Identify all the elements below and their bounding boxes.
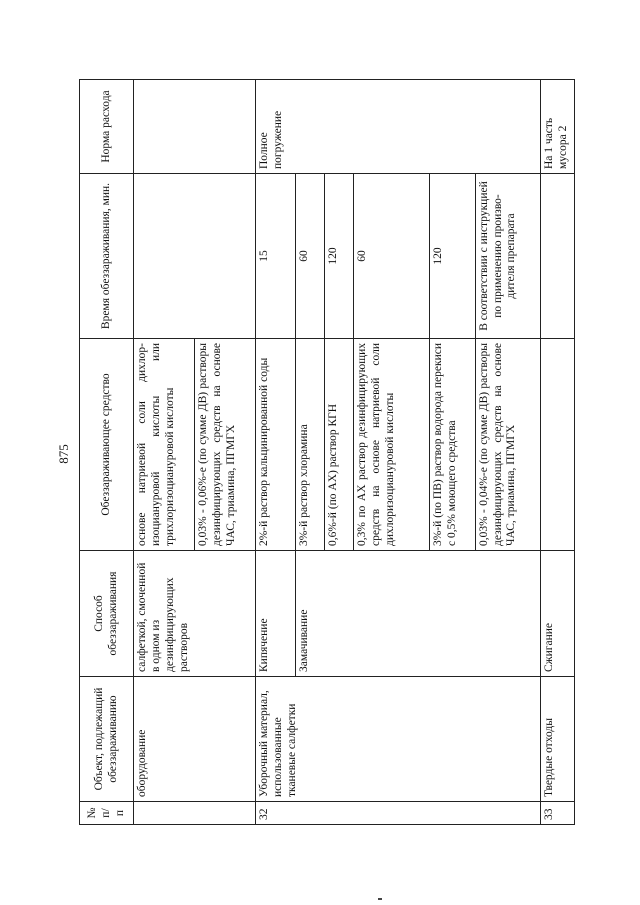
cell-time: 60 (354, 174, 429, 339)
cell-norm: На 1 часть мусора 2 (540, 80, 574, 174)
cell-num: 33 (540, 802, 574, 825)
cell-method: Кипячение (255, 551, 295, 677)
cell-time: 15 (255, 174, 295, 339)
cell-method: салфеткой, смоченной в одном из дезинфицирующих растворов (134, 551, 255, 677)
cell-method: Замачивание (295, 551, 540, 677)
cell-num: 32 (255, 802, 540, 825)
cell-agent: 3%-й (по ПВ) раствор водорода перекиси с 0,5% моющего средства (429, 339, 475, 551)
cell-object: Твердые отходы (540, 677, 574, 802)
header-row (80, 80, 134, 825)
header-agent: Обеззараживающее средство (80, 339, 134, 551)
header-norm: Норма расхода (80, 80, 134, 174)
cell-time (540, 174, 574, 339)
header-time: Время обеззараживания, мин. (80, 174, 134, 339)
cell-time (134, 174, 255, 339)
cell-agent: 0,03% - 0,06%-е (по сумме ДВ) растворы дезинфицирующих средств на основе ЧАС, триамина, ПГМГХ (195, 339, 256, 551)
table-row (540, 80, 574, 825)
cell-norm (134, 80, 255, 174)
cell-time: 60 (295, 174, 324, 339)
cell-method: Сжигание (540, 551, 574, 677)
header-object: Объект, подлежащий обеззараживанию (80, 677, 134, 802)
cell-time: 120 (325, 174, 354, 339)
cell-agent: 0,03% - 0,04%-е (по сумме ДВ) растворы дезинфицирующих средств на основе ЧАС, триамина, ПГМГХ (475, 339, 540, 551)
table-row (134, 80, 195, 825)
cell-agent: 3%-й раствор хлорамина (295, 339, 324, 551)
cell-agent: 0,3% по АХ раствор дезинфицирующих средств на основе натриевой соли дихлоризоциануровой кислоты (354, 339, 429, 551)
cell-time: 120 (429, 174, 475, 339)
cell-object: оборудование (134, 677, 255, 802)
cell-object: Уборочный материал, использованные тканевые салфетки (255, 677, 540, 802)
cell-time: В соответствии с инструкцией по применению произво-дителя препарата (475, 174, 540, 339)
cell-agent: 0,6%-й (по АХ) раствор КГН (325, 339, 354, 551)
cell-agent: 2%-й раствор кальцинированной соды (255, 339, 295, 551)
disinfection-table (79, 79, 575, 825)
header-method: Способ обеззараживания (80, 551, 134, 677)
page-number: 875 (55, 444, 71, 464)
header-num: № п/п (80, 802, 134, 825)
cell-agent: основе натриевой соли дихлор-изоциануровой кислоты или трихлоризоциануровой кислоты (134, 339, 195, 551)
cell-norm: Полное погружение (255, 80, 540, 174)
cell-num (134, 802, 255, 825)
rotated-table-container (79, 80, 575, 825)
scan-mark (378, 898, 382, 900)
cell-agent (540, 339, 574, 551)
table-row (255, 80, 295, 825)
